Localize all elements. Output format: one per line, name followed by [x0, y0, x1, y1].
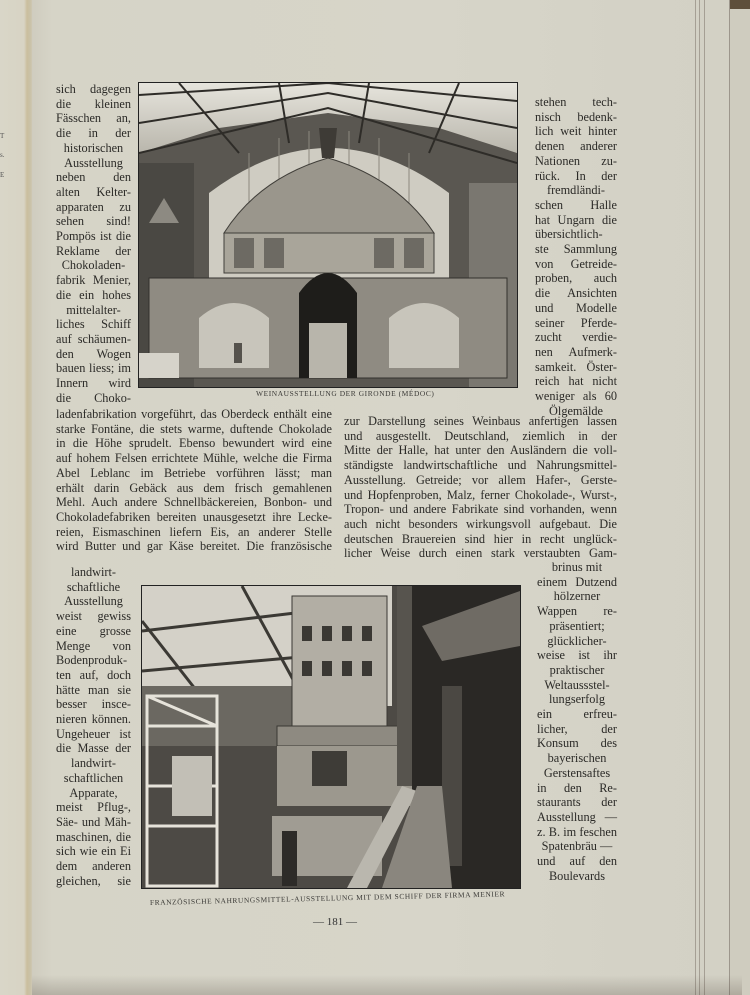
text-line: auf schäumen-: [56, 331, 131, 346]
text-line: fabrik Menier,: [56, 273, 131, 288]
column-middle-left: [56, 407, 332, 554]
text-line: und auf den: [537, 854, 617, 869]
text-line: Reklame der: [56, 243, 131, 258]
text-line: brinus mit: [551, 560, 603, 574]
text-line: Innern wird: [56, 376, 131, 391]
text-line: nisch bedenk-: [535, 109, 617, 124]
text-line: lich weit hinter: [535, 124, 617, 139]
text-line: erhält darin Gebäck aus dem frisch gemahlenen: [56, 480, 332, 495]
text-line: Fässchen an,: [56, 111, 131, 126]
text-line: fremdländi-: [546, 183, 606, 198]
column-left-narrow-bottom: [56, 565, 131, 888]
text-line: ste Sammlung: [535, 242, 617, 257]
text-line: historischen: [63, 140, 124, 155]
figure-caption-top: WEINAUSSTELLUNG DER GIRONDE (MÉDOC): [256, 389, 435, 398]
text-line: proben, auch: [535, 271, 617, 286]
text-line: lungserfolg: [548, 692, 605, 707]
text-line: Ausstellung: [64, 594, 123, 609]
text-line: Abel Leblanc im Betriebe vorführen lässt; man: [56, 465, 332, 480]
text-line: eine grosse: [56, 623, 131, 638]
text-line: maschinen, die: [56, 829, 131, 844]
text-line: reien, Eismaschinen liefern Eis, an anderer Stelle: [56, 524, 332, 539]
text-line: Ölgemälde: [549, 403, 603, 418]
text-line: zur Darstellung seines Weinbaus anfertigen lassen: [344, 414, 617, 428]
text-line: Boulevards: [548, 868, 605, 883]
text-line: alten Kelter-: [56, 184, 131, 199]
text-line: Chokoladefabriken bereiten unausgesetzt ihre Lecke-: [56, 509, 332, 524]
text-line: Tropon- und andere Fabrikate sind vorhanden, wenn: [344, 502, 617, 517]
text-line: ladenfabrikation vorgeführt, das Oberdeck enthält eine: [56, 407, 332, 421]
text-line: die Masse der: [56, 741, 131, 756]
text-line: Weltaussstel-: [544, 677, 610, 692]
text-line: weniger als 60: [535, 389, 617, 404]
text-line: Ungeheuer ist: [56, 726, 131, 741]
text-line: Menge von: [56, 638, 131, 653]
text-line: apparaten zu: [56, 199, 131, 214]
text-line: weist gewiss: [56, 609, 131, 624]
text-line: sich wie ein Ei: [56, 844, 131, 859]
page-number: — 181 —: [313, 916, 357, 928]
text-line: starke Fontäne, die stets warme, duftende Chokolade: [56, 421, 332, 436]
text-line: nieren können.: [56, 712, 131, 727]
text-line: Säe- und Mäh-: [56, 814, 131, 829]
text-line: zucht verdie-: [535, 330, 617, 345]
text-line: hat Ungarn die: [535, 212, 617, 227]
text-line: präsentiert;: [549, 618, 605, 633]
text-line: bauen liess; im: [56, 361, 131, 376]
text-line: Apparate,: [69, 785, 118, 800]
column-right-narrow-top: [535, 95, 617, 418]
text-line: weise ist ihr: [537, 648, 617, 663]
text-line: hätte man sie: [56, 682, 131, 697]
text-line: stehen tech-: [535, 95, 617, 109]
text-line: schaftlichen: [63, 770, 124, 785]
text-line: dem anderen: [56, 859, 131, 874]
text-line: die Choko-: [56, 390, 131, 405]
text-line: Spatenbräu —: [541, 839, 613, 854]
text-line: besser insce-: [56, 697, 131, 712]
text-line: reich hat nicht: [535, 374, 617, 389]
text-line: auch nicht besonders wirkungsvoll aufgebaut. Die: [344, 516, 617, 531]
text-line: Gerstensaftes: [543, 765, 611, 780]
text-line: landwirt-: [70, 756, 117, 771]
text-line: Ausstellung: [64, 155, 123, 170]
book-cover-edge: [729, 0, 750, 995]
text-line: schen Halle: [535, 197, 617, 212]
text-line: staurants der: [537, 795, 617, 810]
text-line: licher, der: [537, 721, 617, 736]
text-line: neben den: [56, 170, 131, 185]
text-line: Bodenproduk-: [56, 653, 128, 668]
text-line: Nationen zu-: [535, 153, 617, 168]
text-line: wird Butter und gar Käse bereitet. Die französische: [56, 539, 332, 554]
photo-menier-ship-exhibition: [141, 585, 521, 889]
text-line: den Wogen: [56, 346, 131, 361]
text-line: Chokoladen-: [61, 258, 126, 273]
text-line: Mehl. Auch andere Schnellbäckereien, Bonbon- und: [56, 495, 332, 510]
text-line: von Getreide-: [535, 256, 617, 271]
text-line: Konsum des: [537, 736, 617, 751]
text-line: in die Höhe sprudelt. Ebenso bewundert wird eine: [56, 436, 332, 451]
text-line: ein erfreu-: [537, 707, 617, 722]
text-line: und ausgestellt. Deutschland, ziemlich in der: [344, 428, 617, 443]
text-line: Ausstellung —: [537, 809, 617, 824]
text-line: und Modelle: [535, 300, 617, 315]
text-line: deutschen Brauereien sind hier in recht unglück-: [344, 531, 617, 546]
text-line: die Ansichten: [535, 286, 617, 301]
column-left-narrow-top: [56, 82, 131, 405]
text-line: bayerischen: [547, 751, 607, 766]
text-line: mittelalter-: [66, 302, 121, 317]
text-line: Mitte der Halle, hat unter den Ausländern die voll-: [344, 443, 617, 458]
text-line: die kleinen: [56, 96, 131, 111]
text-line: sehen sind!: [56, 214, 131, 229]
text-line: praktischer: [549, 662, 605, 677]
photo-wine-exhibition-gironde: [138, 82, 518, 388]
text-line: rück. In der: [535, 168, 617, 183]
text-line: auf hohem Felsen errichtete Mühle, welche die Firma: [56, 451, 332, 466]
text-line: übersichtlich-: [535, 227, 603, 242]
text-line: einem Dutzend: [537, 574, 617, 589]
figure-caption-bottom: FRANZÖSISCHE NAHRUNGSMITTEL-AUSSTELLUNG MIT DEM SCHIFF DER FIRMA MENIER: [149, 889, 506, 907]
text-line: z. B. im feschen: [537, 824, 617, 839]
text-line: landwirt-: [70, 565, 117, 579]
text-line: meist Pflug-,: [56, 800, 131, 815]
margin-fragment: E: [0, 171, 5, 179]
right-page-edge: [695, 0, 750, 995]
text-line: seiner Pferde-: [535, 315, 617, 330]
text-line: Pompös ist die: [56, 229, 131, 244]
text-line: Wappen re-: [537, 604, 617, 619]
text-line: denen anderer: [535, 139, 617, 154]
text-line: nen Aufmerk-: [535, 344, 617, 359]
text-line: glücklicher-: [547, 633, 607, 648]
text-line: in den Re-: [537, 780, 617, 795]
text-line: die ein hohes: [56, 287, 131, 302]
text-line: gleichen, sie: [56, 873, 131, 888]
text-line: Ausstellung. Getreide; vor allem Hafer-, Gerste-: [344, 472, 617, 487]
column-middle-right: [344, 414, 617, 561]
text-line: hölzerner: [553, 589, 601, 604]
text-line: liches Schiff: [56, 317, 131, 332]
text-line: ten auf, doch: [56, 667, 131, 682]
text-line: die in der: [56, 126, 131, 141]
column-right-narrow-bottom: [537, 560, 617, 883]
text-line: ständigste landwirtschaftliche und Nahrungsmittel-: [344, 458, 617, 473]
text-line: schaftliche: [66, 579, 121, 594]
text-line: licher Weise durch einen stark verstaubten Gam-: [344, 546, 617, 561]
text-line: sich dagegen: [56, 82, 131, 96]
text-line: samkeit. Öster-: [535, 359, 617, 374]
margin-fragment: s.: [0, 151, 5, 159]
text-line: und Hopfenproben, Malz, ferner Chokolade-, Wurst-,: [344, 487, 617, 502]
margin-fragment: T: [0, 132, 5, 140]
